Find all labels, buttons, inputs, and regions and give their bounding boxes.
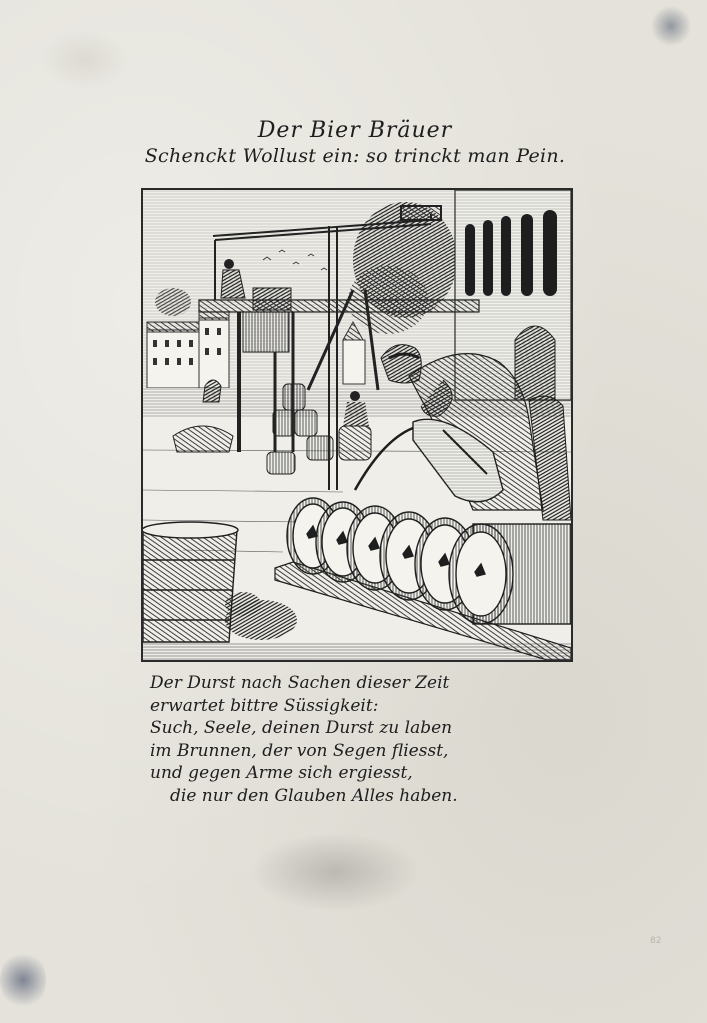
verse-line-3: Such, Seele, deinen Durst zu laben xyxy=(150,718,453,738)
title-line-1: Der Bier Bräuer xyxy=(257,118,453,143)
verse-line-4: im Brunnen, der von Segen fliesst, xyxy=(150,740,449,761)
barrel-6 xyxy=(449,524,571,624)
engraving-title xyxy=(130,118,580,168)
brewer-illustration xyxy=(143,190,571,660)
verse-text xyxy=(150,672,580,807)
verse-line-5: und gegen Arme sich ergiesst, xyxy=(150,763,413,783)
margin-note: 82 xyxy=(650,936,662,946)
verse-line-2: erwartet bittre Süssigkeit: xyxy=(150,695,379,716)
title-line-2: Schenckt Wollust ein: so trinckt man Pein. xyxy=(144,145,566,167)
ink-stain-bottom-left xyxy=(0,950,46,1010)
wooden-tub xyxy=(143,522,238,642)
smudge-stain-bottom xyxy=(250,832,420,912)
verse-line-6: die nur den Glauben Alles haben. xyxy=(170,785,458,806)
verse-line-1: Der Durst nach Sachen dieser Zeit xyxy=(150,673,450,693)
smudge-stain-top xyxy=(40,30,130,90)
ink-stain-top-right xyxy=(650,6,692,46)
engraving-plate xyxy=(141,188,573,662)
